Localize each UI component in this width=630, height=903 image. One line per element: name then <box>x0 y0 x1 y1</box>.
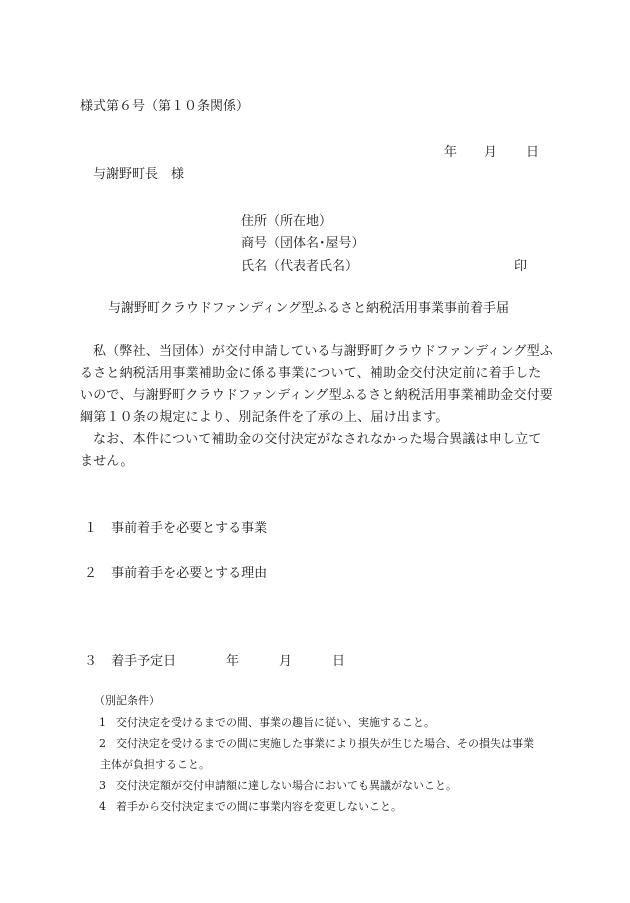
condition-item <box>80 796 560 817</box>
item-3 <box>84 654 176 670</box>
condition-item <box>80 712 560 733</box>
date-day: 日 <box>526 145 540 160</box>
item-3-month: 月 <box>279 654 293 669</box>
condition-text: 交付決定額が交付申請額に達しない場合においても異議がないこと。 <box>116 779 457 792</box>
item-2-number: ２ <box>84 566 98 581</box>
item-3-number: ３ <box>84 654 98 669</box>
applicant-address: 住所（所在地） <box>241 214 333 229</box>
item-3-day: 日 <box>332 654 346 669</box>
seal-mark: 印 <box>514 259 528 274</box>
condition-text: 交付決定を受けるまでの間に実施した事業により損失が生じた場合、その損失は事業 <box>116 737 534 750</box>
document-title: 与謝野町クラウドファンディング型ふるさと納税活用事業事前着手届 <box>108 301 510 316</box>
item-1 <box>84 521 267 537</box>
conditions-heading: （別記条件） <box>94 694 160 707</box>
condition-text: 交付決定を受けるまでの間、事業の趣旨に従い、実施すること。 <box>116 716 435 729</box>
date-year: 年 <box>444 145 458 160</box>
applicant-trade-name: 商号（団体名･屋号） <box>241 236 365 251</box>
condition-number: 2 <box>99 737 106 750</box>
item-3-year: 年 <box>226 654 240 669</box>
item-1-number: １ <box>84 521 98 536</box>
condition-text-continued: 主体が負担すること。 <box>100 758 210 771</box>
body-text <box>80 341 554 473</box>
applicant-name: 氏名（代表者氏名） <box>241 259 359 274</box>
addressee: 与謝野町長 様 <box>93 167 185 182</box>
date-month: 月 <box>484 145 498 160</box>
item-3-label: 着手予定日 <box>111 654 177 669</box>
body-paragraph-1: 私（弊社、当団体）が交付申請している与謝野町クラウドファンディング型ふるさと納税活用事業補助金に係る事業について、補助金交付決定前に着手したいので、与謝野町クラウドファンディング型ふるさと納税活用事業補助金交付要綱第１０条の規定により、別記条件を了承の上、届け出ます。 <box>80 344 554 425</box>
condition-number: 3 <box>99 779 106 792</box>
condition-item <box>80 733 560 775</box>
form-number: 様式第６号（第１０条関係） <box>80 99 250 114</box>
condition-item <box>80 775 560 796</box>
item-1-label: 事前着手を必要とする事業 <box>111 521 268 536</box>
item-2-label: 事前着手を必要とする理由 <box>111 566 268 581</box>
item-2 <box>84 566 267 582</box>
condition-text: 着手から交付決定までの間に事業内容を変更しないこと。 <box>116 800 402 813</box>
conditions-list <box>80 712 560 817</box>
date-line <box>444 145 540 161</box>
condition-number: 4 <box>99 800 106 813</box>
body-paragraph-2: なお、本件について補助金の交付決定がなされなかった場合異議は申し立てません。 <box>80 432 542 469</box>
condition-number: 1 <box>99 716 106 729</box>
